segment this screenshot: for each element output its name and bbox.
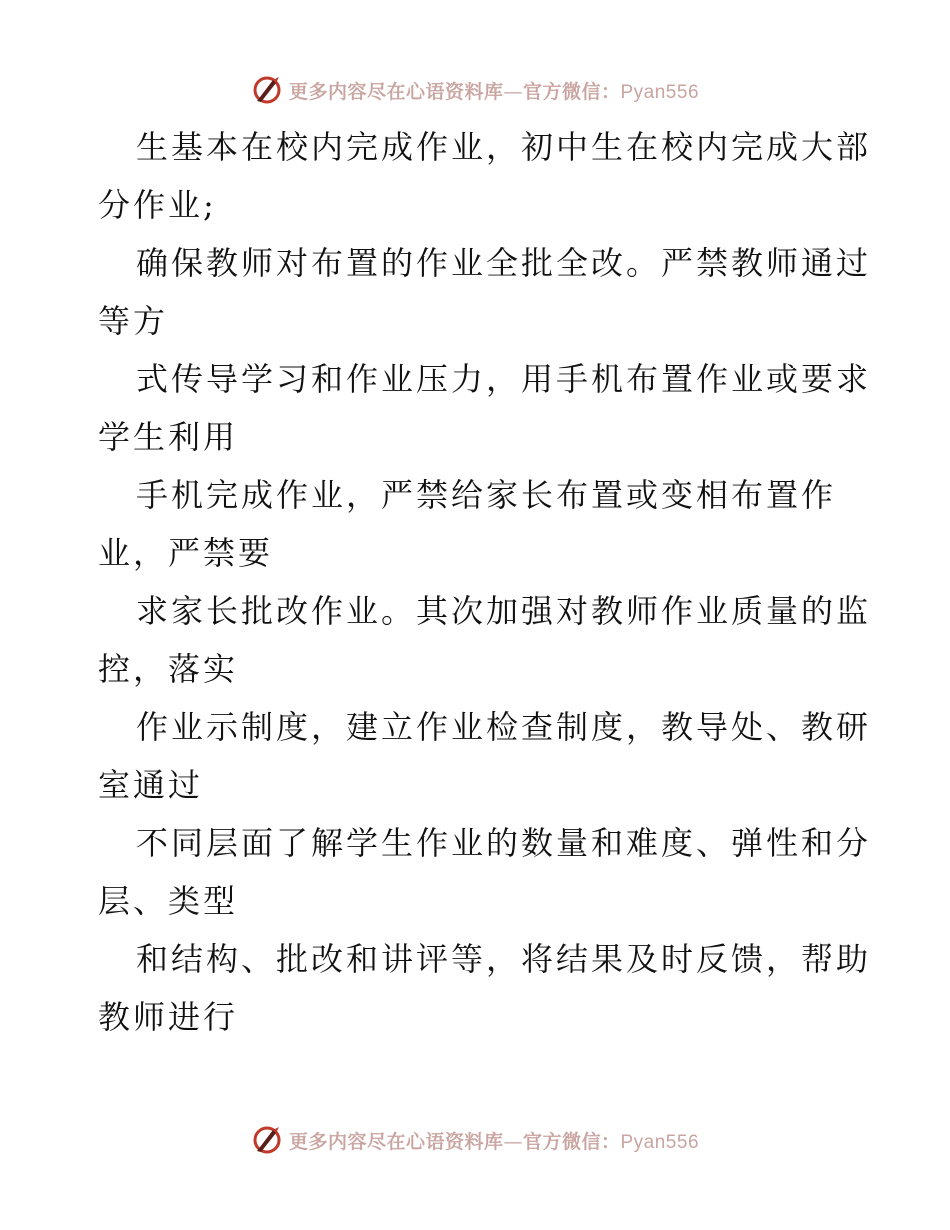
body-line: 业，严禁要 (98, 534, 274, 572)
footer-banner-text (289, 1127, 699, 1154)
footer-banner-separator: — (503, 1130, 523, 1153)
header-banner-separator: — (503, 80, 523, 103)
body-line: 作业示制度，建立作业检查制度，教导处、教研 (136, 708, 872, 746)
header-banner-id: Pyan556 (620, 81, 700, 103)
footer-banner (0, 1120, 950, 1160)
body-line: 等方 (98, 302, 169, 340)
body-line: 手机完成作业，严禁给家长布置或变相布置作 (136, 476, 837, 514)
body-line: 分作业; (98, 186, 217, 224)
body-line: 和结构、批改和讲评等，将结果及时反馈，帮助 (136, 940, 872, 978)
header-banner (0, 70, 950, 110)
body-line: 控，落实 (98, 650, 239, 688)
footer-banner-inner (251, 1124, 699, 1156)
body-line: 教师进行 (98, 998, 239, 1036)
body-line: 求家长批改作业。其次加强对教师作业质量的监 (136, 592, 872, 630)
header-banner-text (289, 77, 699, 104)
footer-banner-main: 更多内容尽在心语资料库 (288, 1130, 504, 1153)
body-line: 室通过 (98, 766, 204, 804)
quill-pen-logo-icon (251, 74, 283, 106)
header-banner-official: 官方微信： (522, 80, 621, 103)
body-line: 不同层面了解学生作业的数量和难度、弹性和分 (136, 824, 872, 862)
quill-pen-logo-icon (251, 1124, 283, 1156)
body-line: 学生利用 (98, 418, 239, 456)
footer-banner-id: Pyan556 (620, 1131, 700, 1153)
header-banner-inner (251, 74, 699, 106)
body-line: 式传导学习和作业压力，用手机布置作业或要求 (136, 360, 872, 398)
body-line: 生基本在校内完成作业，初中生在校内完成大部 (136, 128, 872, 166)
header-banner-main: 更多内容尽在心语资料库 (288, 80, 504, 103)
body-line: 确保教师对布置的作业全批全改。严禁教师通过 (136, 244, 872, 282)
document-body (98, 118, 872, 1046)
body-line: 层、类型 (98, 882, 239, 920)
footer-banner-official: 官方微信： (522, 1130, 621, 1153)
